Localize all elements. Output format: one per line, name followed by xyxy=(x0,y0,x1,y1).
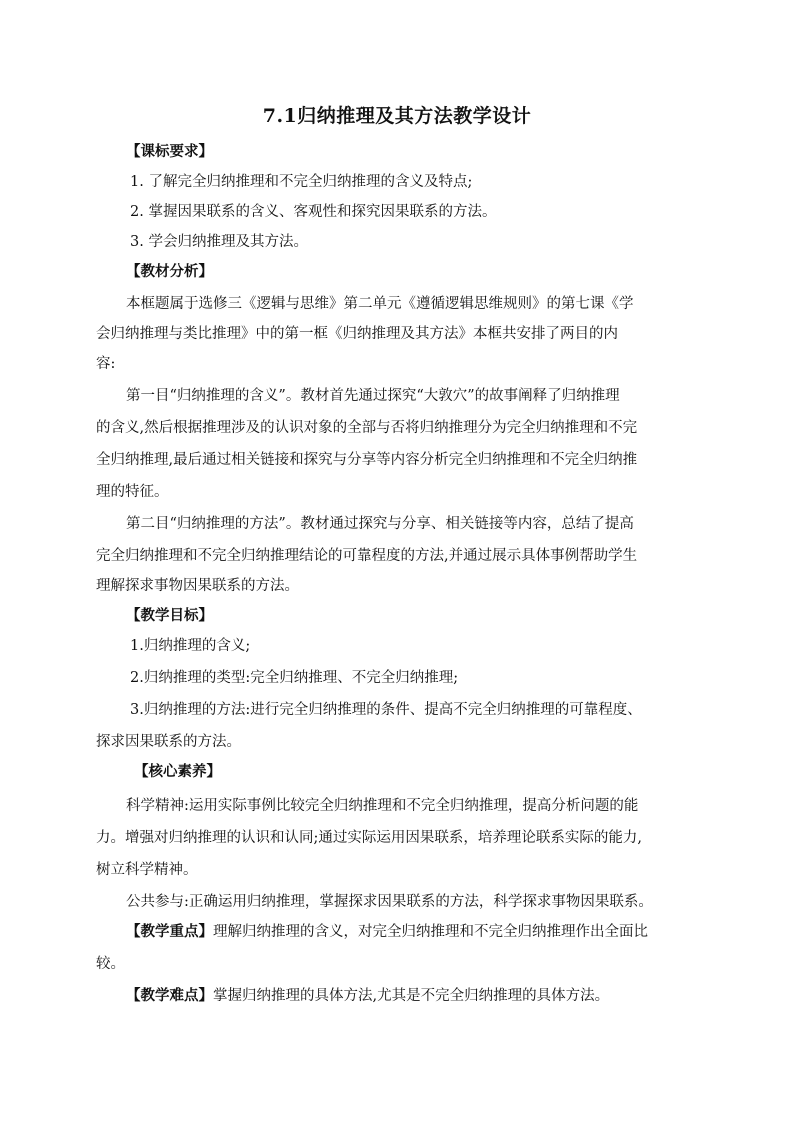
paragraph-line: 容: xyxy=(96,356,116,372)
paragraph-line: 理解探求事物因果联系的方法。 xyxy=(96,578,299,594)
document-title: 7.1归纳推理及其方法教学设计 xyxy=(262,105,532,127)
key-point-text: 理解归纳推理的含义，对完全归纳推理和不完全归纳推理作出全面比 xyxy=(213,924,648,940)
paragraph-line: 力。增强对归纳推理的认识和认同;通过实际运用因果联系，培养理论联系实际的能力, xyxy=(96,830,642,846)
key-point-line: 较。 xyxy=(96,956,125,972)
section-heading-key-point: 【教学重点】 xyxy=(126,923,213,940)
paragraph-line: 第二目“归纳推理的方法”。教材通过探究与分享、相关链接等内容，总结了提高 xyxy=(126,516,634,532)
objective-item: 3.归纳推理的方法:进行完全归纳推理的条件、提高不完全归纳推理的可靠程度、 xyxy=(130,702,642,718)
paragraph-line: 全归纳推理,最后通过相关链接和探究与分享等内容分析完全归纳推理和不完全归纳推 xyxy=(96,452,638,468)
paragraph-line: 科学精神:运用实际事例比较完全归纳推理和不完全归纳推理，提高分析问题的能 xyxy=(126,798,639,814)
section-heading-textbook: 【教材分析】 xyxy=(126,263,213,280)
section-heading-curriculum: 【课标要求】 xyxy=(126,143,213,160)
paragraph-line: 理的特征。 xyxy=(96,484,169,500)
difficulty-line xyxy=(126,987,609,1005)
objective-item: 1.归纳推理的含义; xyxy=(130,638,251,654)
section-heading-difficulty: 【教学难点】 xyxy=(126,987,213,1004)
difficulty-text: 掌握归纳推理的具体方法,尤其是不完全归纳推理的具体方法。 xyxy=(213,988,610,1004)
curriculum-item: 3. 学会归纳推理及其方法。 xyxy=(130,234,308,250)
section-heading-literacy: 【核心素养】 xyxy=(134,763,221,780)
paragraph-line: 第一目“归纳推理的含义”。教材首先通过探究“大敦穴”的故事阐释了归纳推理 xyxy=(126,388,620,404)
curriculum-item: 2. 掌握因果联系的含义、客观性和探究因果联系的方法。 xyxy=(130,204,497,220)
paragraph-line: 完全归纳推理和不完全归纳推理结论的可靠程度的方法,并通过展示具体事例帮助学生 xyxy=(96,548,638,564)
objective-item: 探求因果联系的方法。 xyxy=(96,734,241,750)
section-heading-objectives: 【教学目标】 xyxy=(126,607,213,624)
paragraph-line: 本框题属于选修三《逻辑与思维》第二单元《遵循逻辑思维规则》的第七课《学 xyxy=(126,296,634,312)
objective-item: 2.归纳推理的类型:完全归纳推理、不完全归纳推理; xyxy=(130,670,459,686)
paragraph-line: 树立科学精神。 xyxy=(96,862,198,878)
paragraph-line: 的含义,然后根据推理涉及的认识对象的全部与否将归纳推理分为完全归纳推理和不完 xyxy=(96,420,638,436)
paragraph-line: 公共参与:正确运用归纳推理，掌握探求因果联系的方法，科学探求事物因果联系。 xyxy=(126,894,653,910)
paragraph-line: 会归纳推理与类比推理》中的第一框《归纳推理及其方法》本框共安排了两目的内 xyxy=(96,326,618,342)
key-point-line xyxy=(126,923,648,941)
curriculum-item: 1. 了解完全归纳推理和不完全归纳推理的含义及特点; xyxy=(130,174,473,190)
